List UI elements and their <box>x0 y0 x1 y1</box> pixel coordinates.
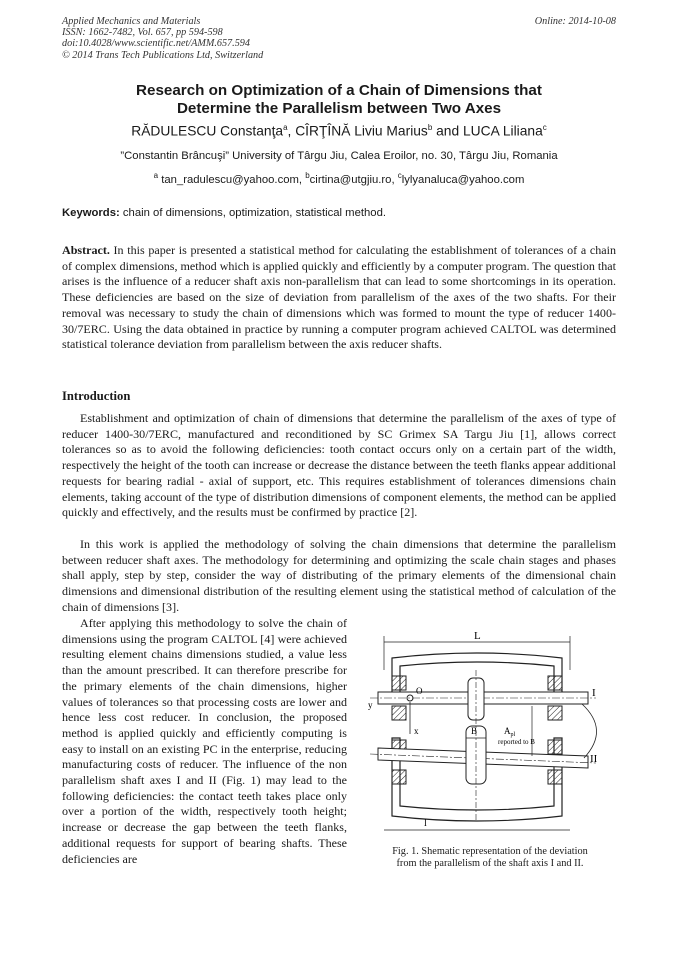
label-Apl <box>504 726 516 738</box>
label-y: y <box>368 700 373 710</box>
author-list <box>62 123 616 139</box>
section-heading-introduction: Introduction <box>62 389 131 403</box>
title-line-2: Determine the Parallelism between Two Axes <box>176 100 502 117</box>
author-2: CÎRŢÎNĂ Liviu Marius <box>295 123 428 139</box>
bearing-bottom-left-2 <box>392 770 406 784</box>
running-header <box>62 16 616 61</box>
figure-1-caption <box>364 846 616 871</box>
angle-arc <box>582 704 597 758</box>
keywords-text: chain of dimensions, optimization, statistical method. <box>119 207 386 219</box>
affiliation: ”Constantin Brâncuşi” University of Târgu Jiu, Calea Eroilor, no. 30, Târgu Jiu, Romania <box>120 150 558 162</box>
shaft-diagram <box>364 630 616 840</box>
online-date: Online: 2014-10-08 <box>534 16 616 27</box>
paper-title <box>62 82 616 118</box>
label-l: l <box>424 818 427 829</box>
author-emails <box>62 171 616 186</box>
label-I: I <box>592 687 596 699</box>
title-line-1: Research on Optimization of a Chain of Dimensions that <box>136 82 542 99</box>
email-b: cirtina@utgjiu.ro, <box>309 173 398 186</box>
keywords <box>62 207 616 219</box>
author-3-sup: c <box>542 123 547 132</box>
label-Apl-sub: pl <box>510 732 516 738</box>
author-1: RĂDULESCU Constanţa <box>131 123 284 139</box>
abstract <box>62 243 616 353</box>
bearing-top-left-2 <box>392 706 406 720</box>
email-c-sup: c <box>397 171 402 180</box>
author-2-sup: b <box>427 123 433 132</box>
doi-line: doi:10.4028/www.scientific.net/AMM.657.594 <box>62 38 250 50</box>
author-3: LUCA Liliana <box>462 123 543 139</box>
label-O: O <box>416 686 423 696</box>
label-B: B <box>471 726 478 736</box>
email-a-sup: a <box>153 171 159 180</box>
author-sep-1: , <box>287 123 296 139</box>
intro-paragraph-2: In this work is applied the methodology of solving the chain dimensions that determine the parallelism between reducer shaft axes. The methodology for determining and optimizing the scale chain stages and phases shall apply, step by step, consider the way of distributing of the primary elements of the dimensional chain dimensions and dimensional distribution of the resulting element using the statistical method of calculation of the chain of dimensions [3]. <box>62 537 616 614</box>
email-c: lylyanaluca@yahoo.com <box>401 173 525 186</box>
figure-1 <box>364 630 616 840</box>
email-b-sup: b <box>305 171 310 180</box>
issn-line: ISSN: 1662-7482, Vol. 657, pp 594-598 <box>62 27 223 39</box>
label-II: II <box>590 753 598 765</box>
caption-line-2: from the parallelism of the shaft axis I and II. <box>396 858 584 870</box>
bearing-top-right <box>548 676 562 690</box>
bearing-bottom-right <box>548 740 562 754</box>
abstract-label: Abstract. <box>62 243 110 257</box>
email-a: tan_radulescu@yahoo.com, <box>158 173 306 186</box>
journal-name: Applied Mechanics and Materials <box>62 16 201 27</box>
author-sep-2: and <box>432 123 463 139</box>
bearing-top-right-2 <box>548 706 562 720</box>
author-1-sup: a <box>283 123 288 132</box>
intro-paragraph-1: Establishment and optimization of chain of dimensions that determine the parallelism of the axes of type of reducer 1400-30/7ERC, manufactured and reconditioned by SC Grimex SA Targu Jiu [1], allows correct tolerances so as to avoid the following deficiencies: tooth contact occurs only on a certain part of the width, respectively the height of the tooth can increase or decrease the distance between the teeth flanks appear additional requests for bearing radial - axial of support, etc. This requires establishment of tolerances dimensions chain elements, taking account of the type of distribution dimensions of component elements, the method can be applied quickly and effectively, and the results must be confirmed by practice [2]. <box>62 411 616 520</box>
copyright-line: © 2014 Trans Tech Publications Ltd, Switzerland <box>62 49 264 61</box>
caption-line-1: Fig. 1. Shematic representation of the deviation <box>392 846 588 857</box>
label-reported-to-B: reported to B <box>498 738 535 746</box>
keywords-label: Keywords: <box>62 207 120 219</box>
bearing-bottom-right-2 <box>548 770 562 784</box>
label-L: L <box>474 630 481 642</box>
bearing-top-left <box>392 676 406 690</box>
label-x: x <box>414 726 419 736</box>
label-Apl-main: A <box>504 726 511 736</box>
abstract-text: In this paper is presented a statistical method for calculating the establishment of tolerances of a chain of complex dimensions, method which is applied quickly and efficiently by a computer program. The question that arises is the influence of a reducer shaft axis non-parallelism that can lead to some shortcomings in its operation. These deficiencies are based on the size of deviation from parallelism of the axes of the two shafts. For their removal was necessary to study the chain of dimensions which was formed to mount the type of reducer 1400-30/7ERC. Using the data obtained in practice by running a computer program achieved CALTOL was determined statistical tolerance deviation from parallelism between the axis reducer shafts. <box>62 243 616 352</box>
intro-paragraph-3: After applying this methodology to solve the chain of dimensions using the program CALTOL [4] were achieved resulting element chains dimensions studied, a value less than the amount prescribed. It can therefore prescribe for the primary elements of the chain dimensions, higher values of tolerances so that processing costs are lower and hence less cost reducer. In conclusion, the proposed method is applied quickly and efficiently computing is easy to install on an existing PC in the enterprise, reducing manufacturing costs of reducer. The influence of the non parallelism shaft axes I and II (Fig. 1) may lead to the following deficiencies: the contact teeth takes place only over a portion of the width, respectively tooth height; increase or decrease the gap between the teeth flanks, additional requests for support of bearing shafts. These deficiencies are <box>62 616 347 866</box>
